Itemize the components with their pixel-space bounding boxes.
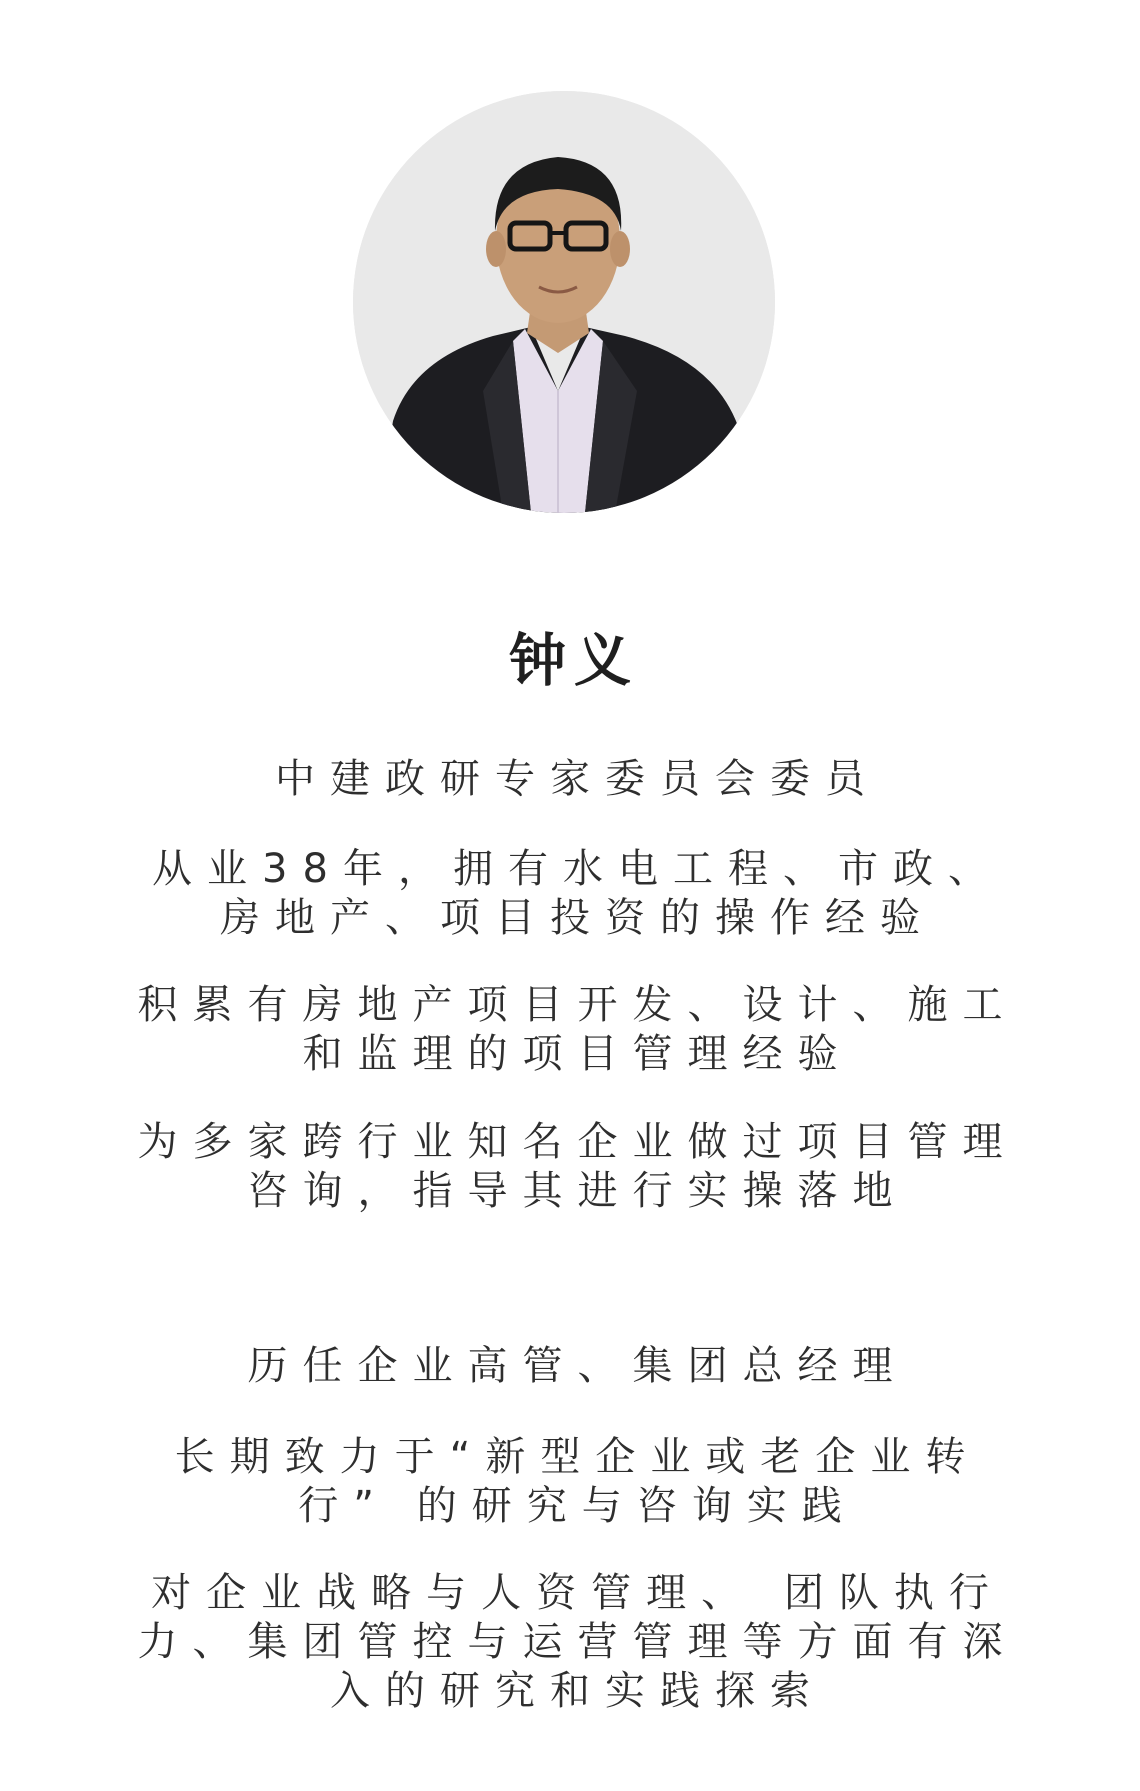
bio-line: 对企业战略与人资管理、 团队执行 <box>151 1570 1004 1616</box>
bio-line: 行” 的研究与咨询实践 <box>298 1483 857 1529</box>
bio-line: 咨询，指导其进行实操落地 <box>247 1168 908 1214</box>
bio-line: 历任企业高管、集团总经理 <box>247 1343 908 1389</box>
bio-paragraph <box>40 1433 1100 1531</box>
profile-photo <box>353 91 775 513</box>
bio-line: 力、集团管控与运营管理等方面有深 <box>137 1619 1018 1665</box>
bio-paragraph <box>40 1118 1100 1216</box>
bio-paragraph <box>40 1569 1100 1716</box>
bio-line: 房地产、项目投资的操作经验 <box>220 895 935 941</box>
bio-paragraph <box>40 845 1100 943</box>
portrait-photo-icon <box>353 91 775 513</box>
bio-paragraph <box>40 981 1100 1079</box>
bio-line: 从业38年，拥有水电工程、市政、 <box>152 846 1003 892</box>
bio-line: 为多家跨行业知名企业做过项目管理 <box>137 1119 1018 1165</box>
bio-line: 长期致力于“新型企业或老企业转 <box>174 1434 981 1480</box>
person-name: 钟义 <box>509 628 639 694</box>
bio-line: 入的研究和实践探索 <box>330 1668 825 1714</box>
bio-line: 和监理的项目管理经验 <box>302 1031 853 1077</box>
bio-paragraph <box>40 1342 1100 1391</box>
bio-paragraph <box>40 755 1100 804</box>
bio-line: 中建政研专家委员会委员 <box>275 756 880 802</box>
bio-line: 积累有房地产项目开发、设计、施工 <box>137 982 1018 1028</box>
